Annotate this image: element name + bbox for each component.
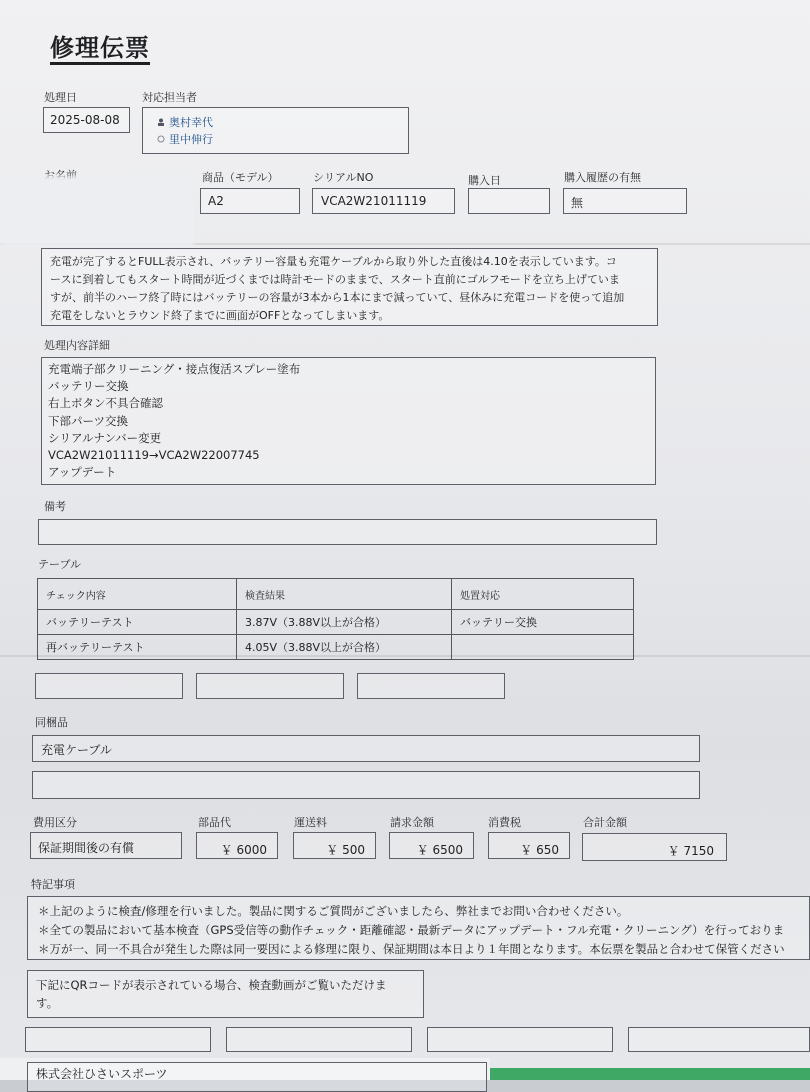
table-cell	[452, 635, 634, 660]
empty-field	[427, 1027, 613, 1052]
table-label: テーブル	[38, 558, 82, 571]
empty-field	[25, 1027, 211, 1052]
work-detail-line: バッテリー交換	[48, 379, 129, 394]
table-cell: 4.05V（3.88V以上が合格）	[237, 635, 452, 660]
staff-field	[142, 107, 409, 154]
table-header-cell: 処置対応	[452, 579, 634, 610]
product-field	[200, 188, 300, 214]
empty-field	[357, 673, 505, 699]
bundled-field-empty	[32, 771, 700, 799]
special-note-line: ＊万が一、同一不具合が発生した際は同一要因による修理に限り、保証期間は本日より１年間となります。本伝票を製品と合わせて保管ください	[38, 942, 785, 956]
symptom-line: ースに到着してもスタート時間が近づくまでは時計モードのままで、スタート直前にゴルフモードを立ち上げていま	[50, 273, 620, 286]
processing-date-label: 処理日	[44, 91, 77, 104]
empty-field	[196, 673, 344, 699]
table-row	[38, 610, 634, 635]
person-icon	[157, 118, 165, 126]
purchase-date-label: 購入日	[468, 174, 501, 187]
billed-amount-label: 請求金額	[390, 816, 434, 829]
work-detail-line: シリアルナンバー変更	[48, 430, 162, 445]
table-header-cell: 検査結果	[237, 579, 452, 610]
processing-date-value: 2025-08-08	[50, 113, 120, 127]
tax-label: 消費税	[488, 816, 521, 829]
purchase-history-value: 無	[571, 196, 584, 210]
serial-field	[312, 188, 455, 214]
qr-note-line: す。	[36, 996, 59, 1010]
product-value: A2	[208, 194, 224, 208]
special-note-line: ＊全ての製品において基本検査（GPS受信等の動作チェック・距離確認・最新データにアップデート・フル充電・クリーニング）を行っておりま	[38, 923, 785, 937]
serial-label: シリアルNO	[313, 171, 374, 184]
company-field	[27, 1062, 487, 1092]
work-detail-line: 充電端子部クリーニング・接点復活スプレー塗布	[48, 362, 301, 376]
shipping-fee-field	[293, 832, 376, 859]
staff-name-2: 里中伸行	[169, 132, 213, 146]
shipping-fee-value: ￥ 500	[326, 843, 365, 857]
table-row	[38, 635, 634, 660]
parts-fee-value: ￥ 6000	[220, 843, 267, 857]
page-title: 修理伝票	[50, 34, 150, 65]
staff-person-1[interactable]	[157, 113, 408, 130]
redacted-customer-name	[0, 176, 194, 246]
purchase-history-label: 購入履歴の有無	[564, 171, 641, 184]
circle-icon	[157, 135, 165, 143]
remarks-label: 備考	[44, 500, 66, 513]
special-notes-field	[27, 896, 810, 960]
fee-category-field	[30, 832, 182, 859]
work-detail-line: アップデート	[48, 465, 117, 480]
work-detail-line: VCA2W21011119→VCA2W22007745	[48, 448, 260, 463]
staff-person-2[interactable]	[157, 130, 408, 147]
symptom-line: すが、前半のハーフ終了時にはバッテリーの容量が3本から1本にまで減っていて、昼休みに充電コードを使って追加	[50, 291, 625, 304]
total-amount-label: 合計金額	[583, 816, 627, 829]
work-detail-field	[41, 357, 656, 485]
empty-field	[226, 1027, 412, 1052]
total-amount-value: ￥ 7150	[667, 844, 714, 858]
shipping-fee-label: 運送料	[294, 816, 327, 829]
empty-field	[628, 1027, 810, 1052]
staff-label: 対応担当者	[142, 91, 197, 104]
green-background-edge-bottom	[490, 1068, 810, 1080]
special-notes-label: 特記事項	[31, 878, 75, 891]
special-note-line: ＊上記のように検査/修理を行いました。製品に関するご質問がございましたら、弊社までお問い合わせください。	[38, 904, 629, 918]
product-label: 商品（モデル）	[202, 171, 279, 184]
parts-fee-field	[196, 832, 278, 859]
table-cell: バッテリーテスト	[38, 610, 237, 635]
staff-name-1: 奥村幸代	[169, 115, 213, 129]
total-amount-field	[582, 833, 727, 861]
qr-note-line: 下記にQRコードが表示されている場合、検査動画がご覧いただけま	[36, 978, 387, 992]
work-detail-label: 処理内容詳細	[44, 339, 110, 352]
billed-amount-value: ￥ 6500	[416, 843, 463, 857]
processing-date-field	[43, 107, 130, 133]
bundled-label: 同梱品	[35, 716, 68, 729]
company-name: 株式会社ひさいスポーツ	[36, 1067, 168, 1081]
purchase-history-field	[563, 188, 687, 214]
table-header-cell: チェック内容	[38, 579, 237, 610]
parts-fee-label: 部品代	[198, 816, 231, 829]
symptom-description	[41, 248, 658, 326]
table-cell: バッテリー交換	[452, 610, 634, 635]
bundled-field	[32, 735, 700, 762]
symptom-line: 充電をしないとラウンド終了までに画面がOFFとなってしまいます。	[50, 309, 390, 322]
symptom-line: 充電が完了するとFULL表示され、バッテリー容量も充電ケーブルから取り外した直後は4.10を表示しています。コ	[50, 255, 617, 268]
table-cell: 3.87V（3.88V以上が合格）	[237, 610, 452, 635]
tax-field	[488, 832, 570, 859]
fee-category-label: 費用区分	[33, 816, 77, 829]
bundled-value: 充電ケーブル	[41, 743, 112, 757]
remarks-field	[38, 519, 657, 545]
empty-field	[35, 673, 183, 699]
table-header-row	[38, 579, 634, 610]
serial-value: VCA2W21011119	[321, 194, 427, 208]
tax-value: ￥ 650	[520, 843, 559, 857]
qr-note-field	[27, 970, 424, 1018]
billed-amount-field	[389, 832, 474, 859]
table-cell: 再バッテリーテスト	[38, 635, 237, 660]
purchase-date-field	[468, 188, 550, 214]
fee-category-value: 保証期間後の有償	[38, 841, 135, 855]
inspection-table	[37, 578, 634, 660]
work-detail-line: 下部パーツ交換	[48, 413, 129, 428]
work-detail-line: 右上ボタン不具合確認	[48, 396, 163, 411]
